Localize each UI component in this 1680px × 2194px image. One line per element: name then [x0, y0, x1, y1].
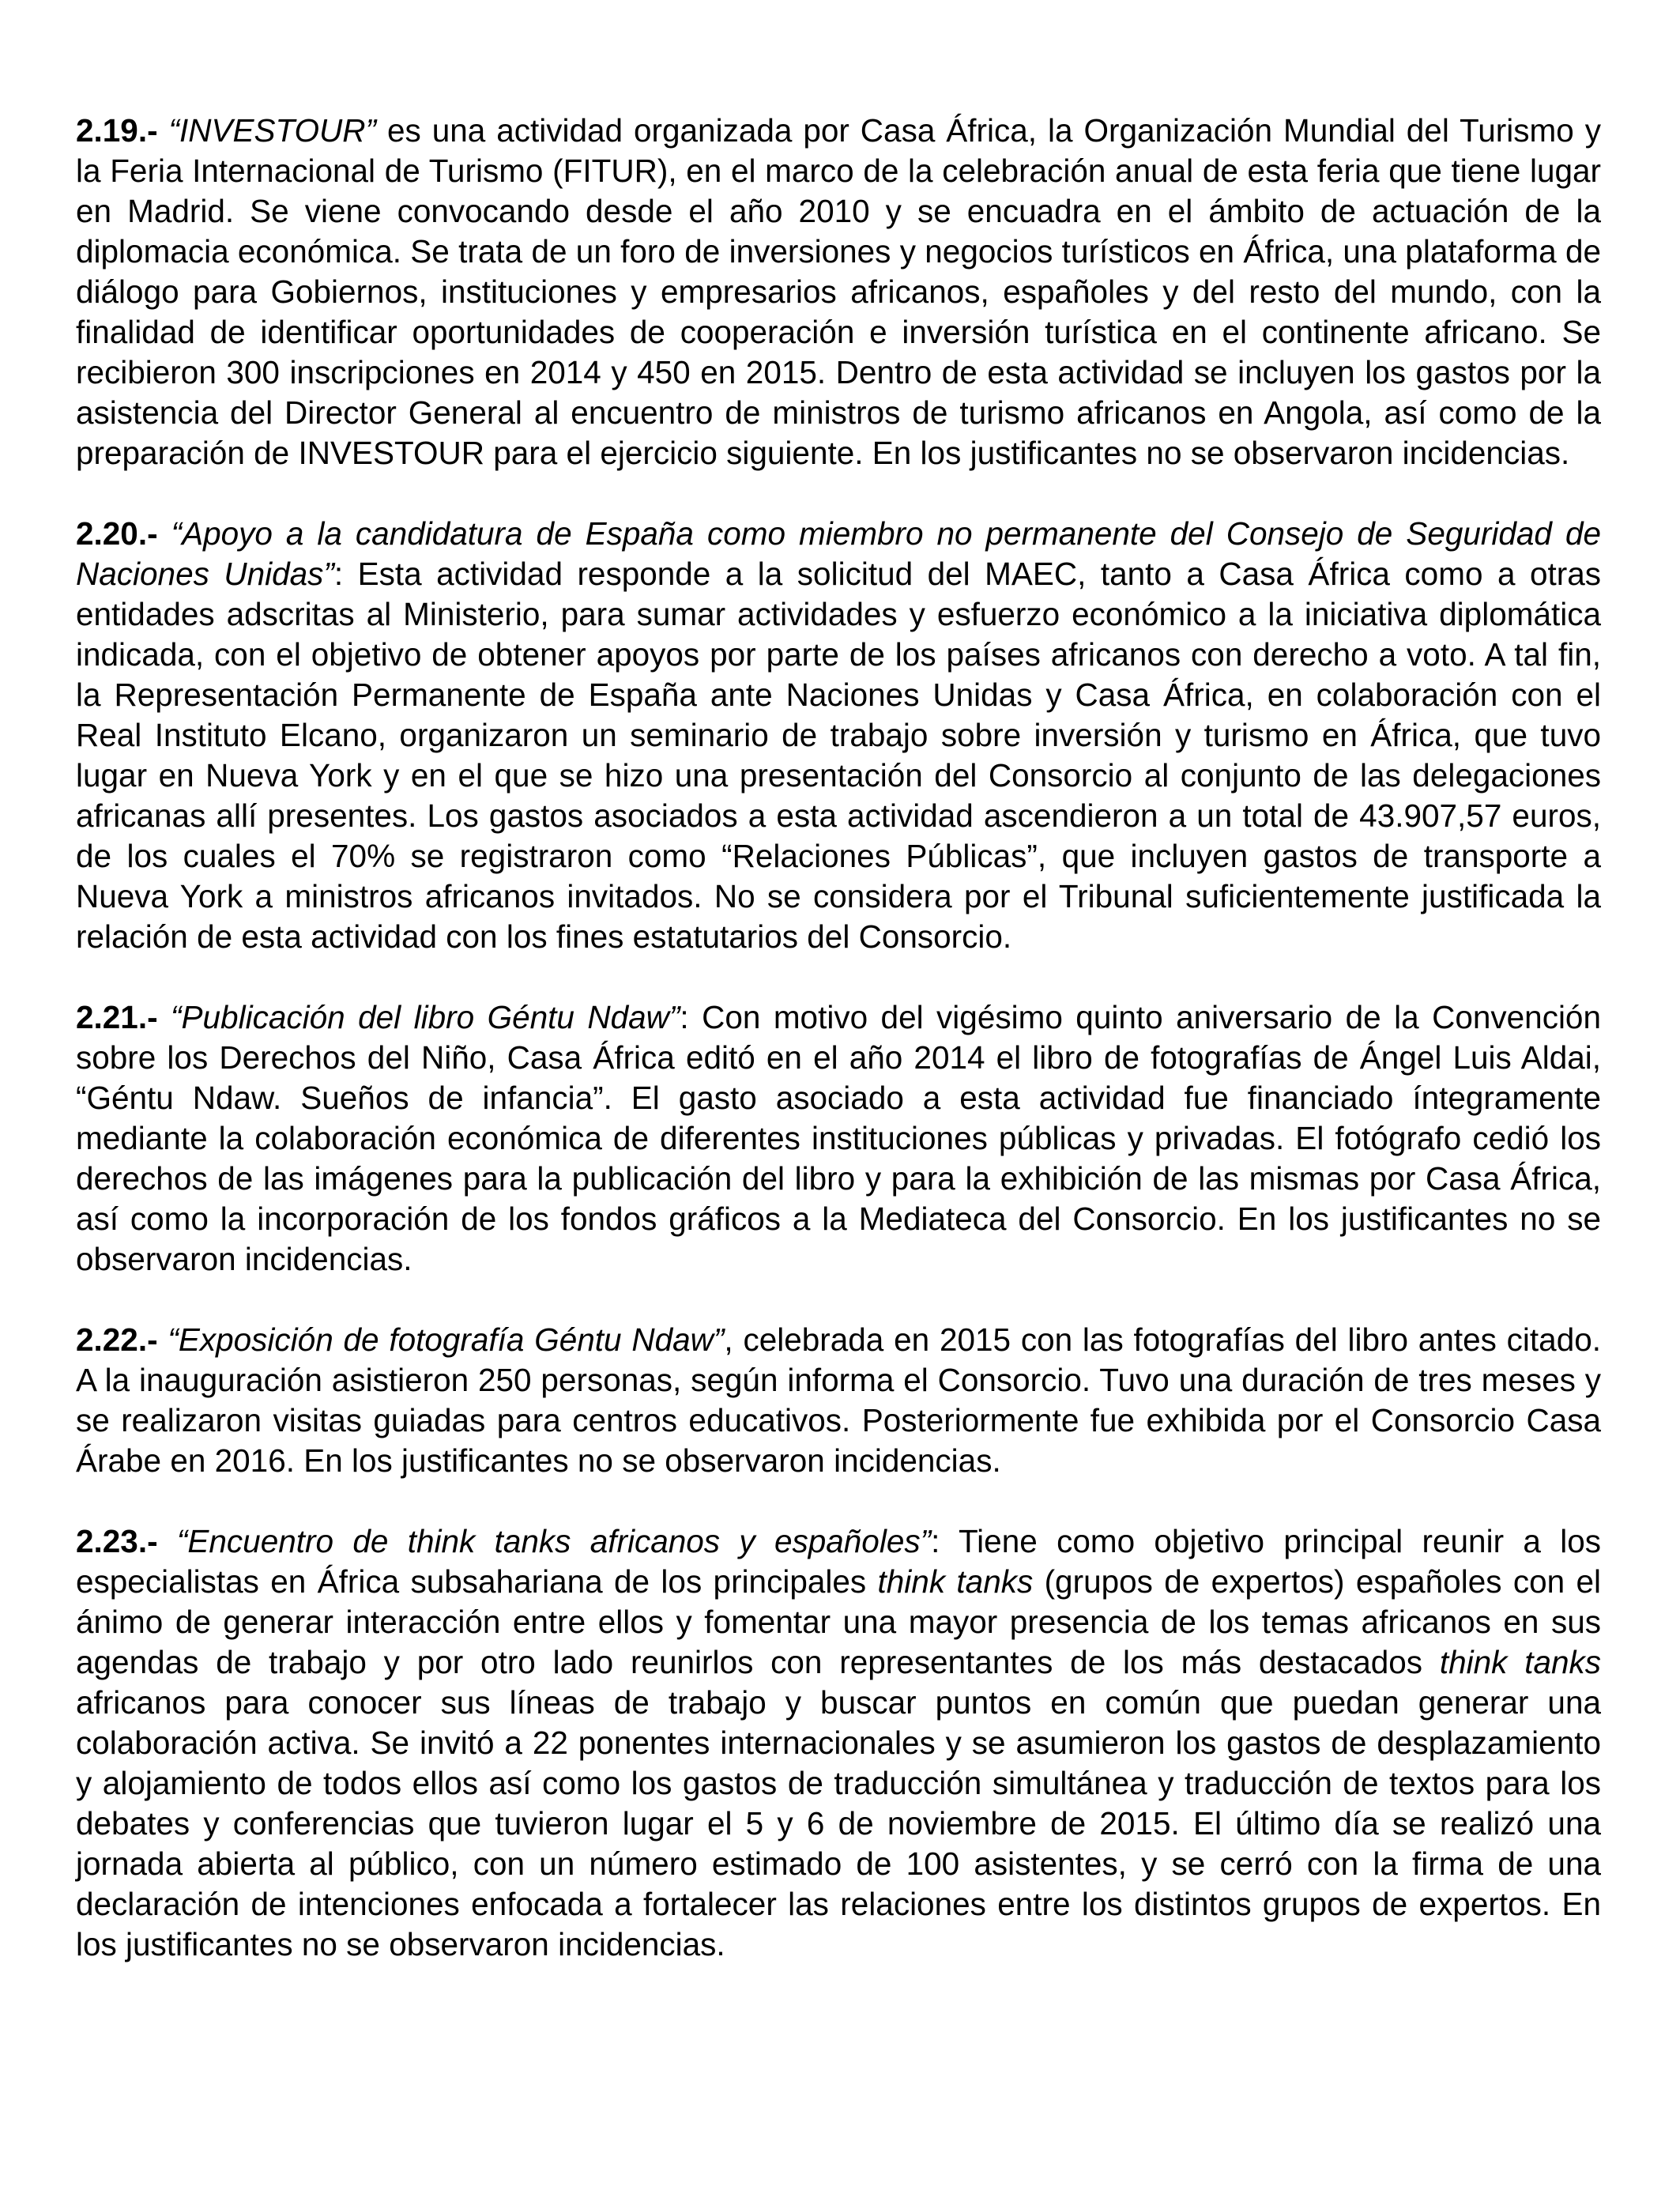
paragraph-2-19	[76, 111, 1601, 473]
paragraph-body: (grupos de expertos) españoles con el ánimo de generar interacción entre ellos y fomentar una mayor presencia de los temas africanos en sus agendas de trabajo y por otro lado reunirlos con representantes de los más destacados	[76, 1563, 1601, 1680]
paragraph-number: 2.20.-	[76, 515, 158, 552]
paragraph-title: “Publicación del libro Géntu Ndaw”	[171, 999, 680, 1035]
paragraph-body: africanos para conocer sus líneas de trabajo y buscar puntos en común que puedan generar una colaboración activa. Se invitó a 22 ponentes internacionales y se asumieron los gastos de desplazamiento y alojamiento de todos ellos así como los gastos de traducción simultánea y traducción de textos para los debates y conferencias que tuvieron lugar el 5 y 6 de noviembre de 2015. El último día se realizó una jornada abierta al público, con un número estimado de 100 asistentes, y se cerró con la firma de una declaración de intenciones enfocada a fortalecer las relaciones entre los distintos grupos de expertos. En los justificantes no se observaron incidencias.	[76, 1684, 1601, 1962]
paragraph-body: : Tiene como objetivo principal reunir a los especialistas en África subsahariana de los principales	[76, 1523, 1601, 1600]
paragraph-2-22	[76, 1320, 1601, 1481]
paragraph-number: 2.23.-	[76, 1523, 158, 1559]
paragraph-2-20	[76, 514, 1601, 957]
paragraph-2-23	[76, 1521, 1601, 1965]
paragraph-body: : Esta actividad responde a la solicitud del MAEC, tanto a Casa África como a otras entidades adscritas al Ministerio, para sumar actividades y esfuerzo económico a la iniciativa diplomática indicada, con el objetivo de obtener apoyos por parte de los países africanos con derecho a voto. A tal fin, la Representación Permanente de España ante Naciones Unidas y Casa África, en colaboración con el Real Instituto Elcano, organizaron un seminario de trabajo sobre inversión y turismo en África, que tuvo lugar en Nueva York y en el que se hizo una presentación del Consorcio al conjunto de las delegaciones africanas allí presentes. Los gastos asociados a esta actividad ascendieron a un total de 43.907,57 euros, de los cuales el 70% se registraron como “Relaciones Públicas”, que incluyen gastos de transporte a Nueva York a ministros africanos invitados. No se considera por el Tribunal suficientemente justificada la relación de esta actividad con los fines estatutarios del Consorcio.	[76, 556, 1601, 955]
paragraph-2-21	[76, 997, 1601, 1280]
paragraph-body: , celebrada en 2015 con las fotografías del libro antes citado. A la inauguración asistieron 250 personas, según informa el Consorcio. Tuvo una duración de tres meses y se realizaron visitas guiadas para centros educativos. Posteriormente fue exhibida por el Consorcio Casa Árabe en 2016. En los justificantes no se observaron incidencias.	[76, 1321, 1601, 1479]
paragraph-title: “Encuentro de think tanks africanos y españoles”	[176, 1523, 932, 1559]
paragraph-title: “Exposición de fotografía Géntu Ndaw”	[168, 1321, 725, 1358]
paragraph-number: 2.19.-	[76, 112, 158, 149]
italic-term: think tanks	[877, 1563, 1034, 1600]
paragraph-number: 2.21.-	[76, 999, 158, 1035]
paragraph-number: 2.22.-	[76, 1321, 158, 1358]
paragraph-body: : Con motivo del vigésimo quinto aniversario de la Convención sobre los Derechos del Niño, Casa África editó en el año 2014 el libro de fotografías de Ángel Luis Aldai, “Géntu Ndaw. Sueños de infancia”. El gasto asociado a esta actividad fue financiado íntegramente mediante la colaboración económica de diferentes instituciones públicas y privadas. El fotógrafo cedió los derechos de las imágenes para la publicación del libro y para la exhibición de las mismas por Casa África, así como la incorporación de los fondos gráficos a la Mediateca del Consorcio. En los justificantes no se observaron incidencias.	[76, 999, 1601, 1277]
document-page	[76, 111, 1601, 2005]
paragraph-title: “INVESTOUR”	[168, 112, 377, 149]
paragraph-body: es una actividad organizada por Casa África, la Organización Mundial del Turismo y la Feria Internacional de Turismo (FITUR), en el marco de la celebración anual de esta feria que tiene lugar en Madrid. Se viene convocando desde el año 2010 y se encuadra en el ámbito de actuación de la diplomacia económica. Se trata de un foro de inversiones y negocios turísticos en África, una plataforma de diálogo para Gobiernos, instituciones y empresarios africanos, españoles y del resto del mundo, con la finalidad de identificar oportunidades de cooperación e inversión turística en el continente africano. Se recibieron 300 inscripciones en 2014 y 450 en 2015. Dentro de esta actividad se incluyen los gastos por la asistencia del Director General al encuentro de ministros de turismo africanos en Angola, así como de la preparación de INVESTOUR para el ejercicio siguiente. En los justificantes no se observaron incidencias.	[76, 112, 1601, 471]
paragraph-title: “Apoyo a la candidatura de España como miembro no permanente del Consejo de Seguridad de Naciones Unidas”	[76, 515, 1601, 592]
italic-term: think tanks	[1439, 1644, 1601, 1680]
